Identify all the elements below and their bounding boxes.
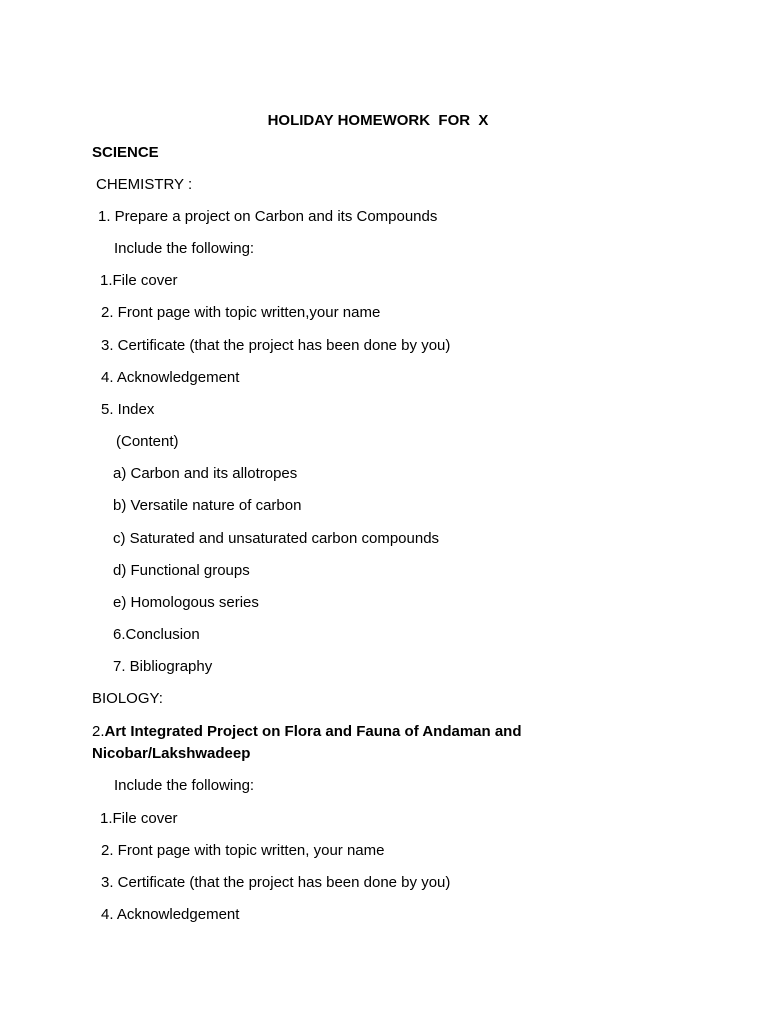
chemistry-project-title: 1. Prepare a project on Carbon and its Compounds	[98, 208, 438, 225]
chemistry-include-label: Include the following:	[114, 240, 255, 257]
biology-item: 1.File cover	[100, 810, 178, 827]
content-item: d) Functional groups	[113, 562, 250, 579]
page-title: HOLIDAY HOMEWORK FOR X	[267, 112, 489, 129]
content-item: a) Carbon and its allotropes	[113, 465, 298, 482]
biology-heading: BIOLOGY:	[92, 690, 163, 707]
biology-include-label: Include the following:	[114, 777, 255, 794]
biology-item: 4. Acknowledgement	[101, 906, 240, 923]
biology-item: 3. Certificate (that the project has been done by you)	[101, 874, 451, 891]
biology-item: 2. Front page with topic written, your name	[101, 842, 385, 859]
content-item: b) Versatile nature of carbon	[113, 497, 302, 514]
chemistry-item: 2. Front page with topic written,your name	[101, 304, 381, 321]
chemistry-final-item: 6.Conclusion	[113, 626, 200, 643]
biology-project-title	[92, 722, 522, 742]
chemistry-item: 5. Index	[101, 401, 155, 418]
chemistry-item: 4. Acknowledgement	[101, 369, 240, 386]
chemistry-item: 3. Certificate (that the project has been done by you)	[101, 337, 451, 354]
subject-heading: SCIENCE	[92, 144, 159, 161]
chemistry-heading: CHEMISTRY :	[96, 176, 193, 193]
chemistry-final-item: 7. Bibliography	[113, 658, 213, 675]
biology-project-title-line1: Art Integrated Project on Flora and Fauna of Andaman and	[104, 723, 522, 740]
biology-project-title-line2: Nicobar/Lakshwadeep	[92, 745, 251, 762]
content-item: c) Saturated and unsaturated carbon compounds	[113, 530, 440, 547]
chemistry-item: 1.File cover	[100, 272, 178, 289]
content-item: e) Homologous series	[113, 594, 259, 611]
biology-project-number: 2.	[92, 723, 105, 740]
content-label: (Content)	[116, 433, 179, 450]
